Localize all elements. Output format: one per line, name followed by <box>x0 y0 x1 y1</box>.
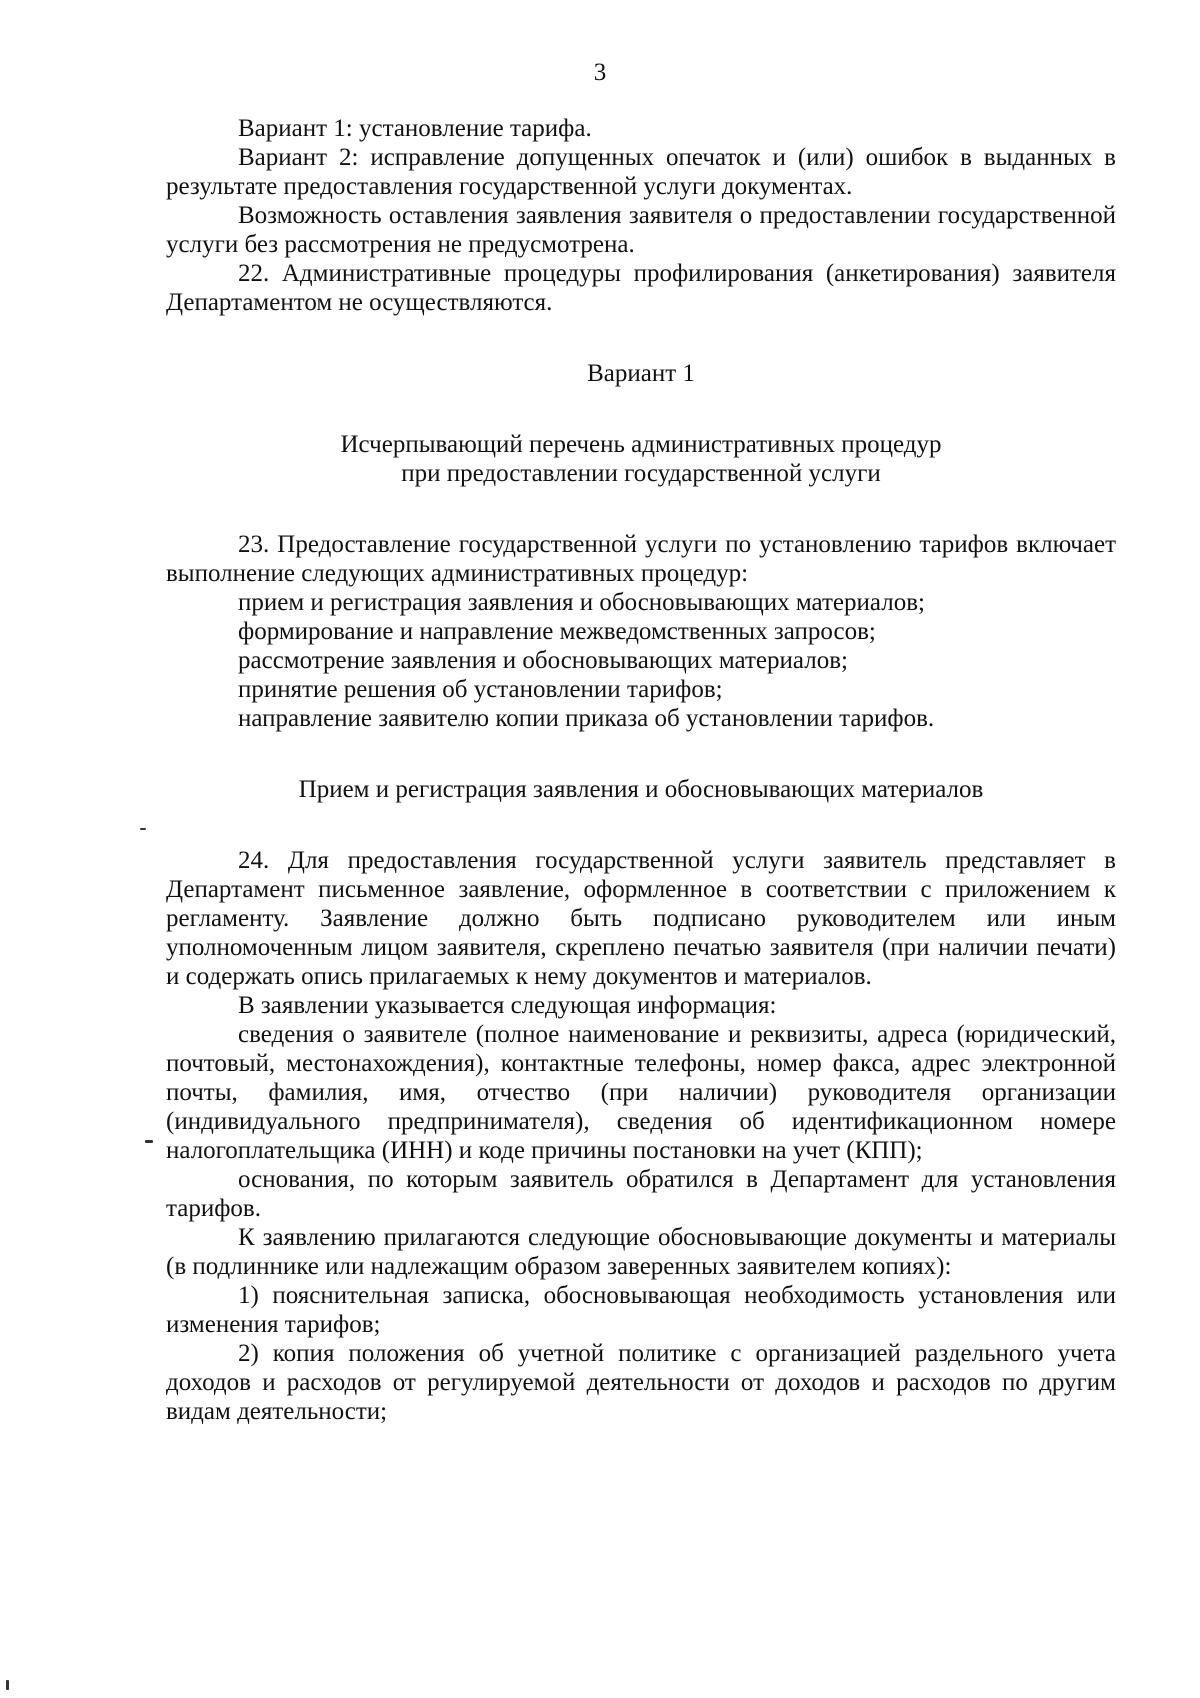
info-intro: В заявлении указывается следующая информация: <box>238 992 777 1019</box>
info-grounds: основания, по которым заявитель обратился в Департамент для установления тарифов. <box>166 1166 1116 1222</box>
procedure-item: направление заявителю копии приказа об установлении тарифов. <box>238 705 935 732</box>
variant-1-line: Вариант 1: установление тарифа. <box>238 115 592 142</box>
document-body <box>166 114 1116 1426</box>
attachments-intro: К заявлению прилагаются следующие обосновывающие документы и материалы (в подлиннике или надлежащим образом заверенных заявителем копиях): <box>166 1224 1116 1280</box>
procedure-item: прием и регистрация заявления и обосновывающих материалов; <box>238 589 925 616</box>
procedure-item: рассмотрение заявления и обосновывающих материалов; <box>238 647 848 674</box>
procedures-heading-line-2: при предоставлении государственной услуги <box>401 460 881 487</box>
clause-24-paragraph: 24. Для предоставления государственной услуги заявитель представляет в Департамент письменное заявление, оформленное в соответствии с приложением к регламенту. Заявление должно быть подписано руководителем или иным уполномоченным лицом заявителя, скреплено печатью заявителя (при наличии печати) и содержать опись прилагаемых к нему документов и материалов. <box>166 847 1116 990</box>
info-applicant-details: сведения о заявителе (полное наименование и реквизиты, адреса (юридический, почтовый, местонахождения), контактные телефоны, номер факса, адрес электронной почты, фамилия, имя, отчество (при наличии) руководителя организации (индивидуального предпринимателя), сведения об идентификационном номере налогоплательщика (ИНН) и коде причины постановки на учет (КПП); <box>166 1021 1116 1164</box>
no-review-paragraph: Возможность оставления заявления заявителя о предоставлении государственной услуги без рассмотрения не предусмотрена. <box>166 202 1116 258</box>
variant-heading: Вариант 1 <box>587 360 695 387</box>
procedure-item: принятие решения об установлении тарифов; <box>238 676 723 703</box>
page-number: 3 <box>593 59 607 86</box>
attachment-item: 2) копия положения об учетной политике с организацией раздельного учета доходов и расходов от регулируемой деятельности от доходов и расходов по другим видам деятельности; <box>166 1340 1116 1425</box>
attachment-item: 1) пояснительная записка, обосновывающая необходимость установления или изменения тарифов; <box>166 1282 1116 1338</box>
clause-22-paragraph: 22. Административные процедуры профилирования (анкетирования) заявителя Департаментом не осуществляются. <box>166 260 1116 316</box>
procedures-heading-line-1: Исчерпывающий перечень административных процедур <box>340 431 942 458</box>
variant-2-paragraph: Вариант 2: исправление допущенных опечаток и (или) ошибок в выданных в результате предоставления государственной услуги документах. <box>166 144 1116 200</box>
procedure-item: формирование и направление межведомственных запросов; <box>238 618 876 645</box>
scan-speck <box>145 1140 153 1143</box>
clause-23-paragraph: 23. Предоставление государственной услуги по установлению тарифов включает выполнение следующих административных процедур: <box>166 531 1116 587</box>
scan-speck <box>6 1680 9 1690</box>
reception-heading: Прием и регистрация заявления и обосновывающих материалов <box>298 776 984 803</box>
scan-speck <box>140 828 146 830</box>
